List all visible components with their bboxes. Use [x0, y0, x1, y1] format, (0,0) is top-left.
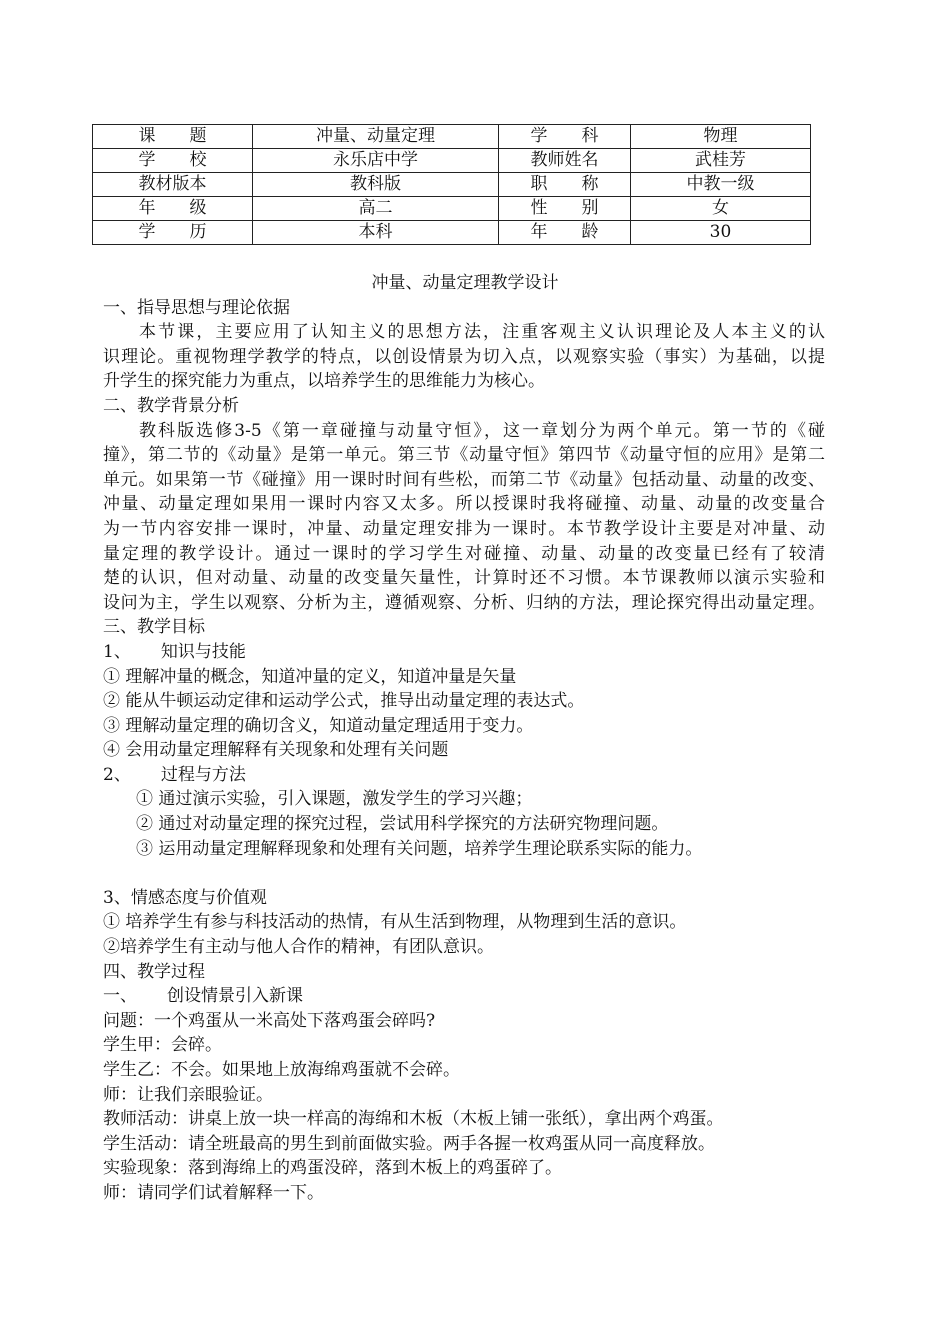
dialogue-line: 学生活动：请全班最高的男生到前面做实验。两手各握一枚鸡蛋从同一高度释放。 [103, 1133, 715, 1154]
subsection-heading [103, 984, 825, 1009]
table-value-cell: 30 [631, 221, 811, 245]
list-item: ① 理解冲量的概念，知道冲量的定义，知道冲量是矢量 [103, 666, 517, 687]
table-value-cell: 教科版 [253, 173, 499, 197]
table-row [93, 221, 811, 245]
section-heading: 三、教学目标 [103, 617, 205, 638]
list-item: ② 通过对动量定理的探究过程，尝试用科学探究的方法研究物理问题。 [136, 814, 669, 835]
list-item: ② 能从牛顿运动定律和运动学公式，推导出动量定理的表达式。 [103, 691, 585, 712]
table-label-cell: 教师姓名 [499, 149, 631, 173]
table-label-cell: 学 科 [499, 125, 631, 149]
table-label-cell: 课 题 [93, 125, 253, 149]
paragraph-line: 量定理的教学设计。通过一课时的学习学生对碰撞、动量、动量的改变量已经有了较清 [103, 543, 825, 564]
section-heading: 二、教学背景分析 [103, 395, 239, 416]
paragraph-line: 为一节内容安排一课时，冲量、动量定理安排为一课时。本节教学设计主要是对冲量、动 [103, 518, 825, 539]
dialogue-line: 师：请同学们试着解释一下。 [103, 1182, 324, 1203]
teacher-info-table [92, 124, 811, 245]
table-value-cell: 高二 [253, 197, 499, 221]
table-label-cell: 职 称 [499, 173, 631, 197]
subsection-number: 2、 [103, 764, 131, 785]
paragraph-line: 楚的认识，但对动量、动量的改变量矢量性，计算时还不习惯。本节课教师以演示实验和 [103, 568, 825, 589]
table-label-cell: 学 校 [93, 149, 253, 173]
document-body [103, 271, 825, 1206]
table-row [93, 125, 811, 149]
paragraph-line: 冲量、动量定理如果用一课时内容又太多。所以授课时我将碰撞、动量、动量的改变量合 [103, 494, 825, 515]
paragraph-line: 教科版选修3-5《第一章碰撞与动量守恒》，这一章划分为两个单元。第一节的《碰 [139, 420, 825, 441]
subsection-heading: 3、情感态度与价值观 [103, 887, 267, 908]
list-item: ④ 会用动量定理解释有关现象和处理有关问题 [103, 740, 449, 761]
list-item: ③ 运用动量定理解释现象和处理有关问题，培养学生理论联系实际的能力。 [136, 838, 703, 859]
subsection-heading [103, 640, 825, 665]
table-value-cell: 冲量、动量定理 [253, 125, 499, 149]
table-label-cell: 教材版本 [93, 173, 253, 197]
table-value-cell: 中教一级 [631, 173, 811, 197]
subsection-title: 创设情景引入新课 [167, 986, 303, 1007]
list-item: ① 培养学生有参与科技活动的热情，有从生活到物理，从物理到生活的意识。 [103, 912, 687, 933]
section-heading: 一、指导思想与理论依据 [103, 297, 290, 318]
dialogue-line: 学生乙：不会。如果地上放海绵鸡蛋就不会碎。 [103, 1060, 460, 1080]
paragraph-line: 撞》，第二节的《动量》是第一单元。第三节《动量守恒》第四节《动量守恒的应用》是第二 [103, 445, 825, 466]
table-value-cell: 武桂芳 [631, 149, 811, 173]
subsection-title: 知识与技能 [160, 641, 246, 662]
blank-line [103, 861, 825, 886]
list-item: ① 通过演示实验，引入课题，激发学生的学习兴趣； [136, 789, 533, 810]
document-title: 冲量、动量定理教学设计 [371, 273, 559, 293]
paragraph-line: 设问为主，学生以观察、分析为主，遵循观察、分析、归纳的方法，理论探究得出动量定理。 [103, 592, 825, 613]
subsection-number: 1、 [103, 641, 131, 662]
table-value-cell: 物理 [631, 125, 811, 149]
paragraph-line: 本节课，主要应用了认知主义的思想方法，注重客观主义认识理论及人本主义的认 [139, 322, 825, 343]
table-label-cell: 年 级 [93, 197, 253, 221]
dialogue-line: 师：让我们亲眼验证。 [103, 1084, 273, 1105]
section-heading: 四、教学过程 [103, 961, 205, 982]
table-label-cell: 年 龄 [499, 221, 631, 245]
subsection-number: 一、 [103, 986, 137, 1007]
dialogue-line: 问题：一个鸡蛋从一米高处下落鸡蛋会碎吗? [103, 1010, 436, 1031]
table-label-cell: 学 历 [93, 221, 253, 245]
paragraph-line: 单元。如果第一节《碰撞》用一课时时间有些松，而第二节《动量》包括动量、动量的改变、 [103, 469, 825, 490]
table-row [93, 173, 811, 197]
dialogue-line: 实验现象：落到海绵上的鸡蛋没碎，落到木板上的鸡蛋碎了。 [103, 1158, 562, 1179]
table-value-cell: 永乐店中学 [253, 149, 499, 173]
dialogue-line: 学生甲：会碎。 [103, 1035, 222, 1056]
subsection-heading [103, 763, 825, 788]
paragraph-line: 升学生的探究能力为重点，以培养学生的思维能力为核心。 [103, 371, 545, 392]
table-value-cell: 本科 [253, 221, 499, 245]
dialogue-line: 教师活动：讲桌上放一块一样高的海绵和木板（木板上铺一张纸），拿出两个鸡蛋。 [103, 1109, 724, 1130]
subsection-title: 过程与方法 [160, 764, 246, 785]
list-item: ②培养学生有主动与他人合作的精神，有团队意识。 [103, 937, 494, 958]
paragraph-line: 识理论。重视物理学教学的特点，以创设情景为切入点，以观察实验（事实）为基础，以提 [103, 346, 825, 367]
table-value-cell: 女 [631, 197, 811, 221]
table-label-cell: 性 别 [499, 197, 631, 221]
table-row [93, 149, 811, 173]
table-row [93, 197, 811, 221]
list-item: ③ 理解动量定理的确切含义，知道动量定理适用于变力。 [103, 715, 534, 736]
